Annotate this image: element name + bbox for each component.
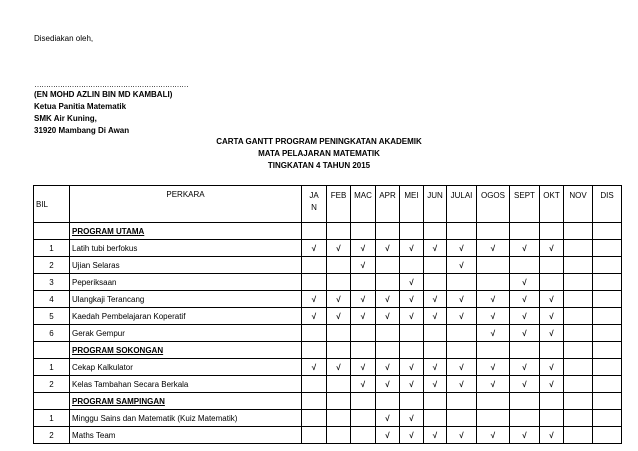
section-month-cell <box>593 342 622 359</box>
empty-month-cell <box>593 240 622 257</box>
check-mark-cell: √ <box>424 291 447 308</box>
document-title-line3: TINGKATAN 4 TAHUN 2015 <box>267 161 371 170</box>
section-month-cell <box>540 223 564 240</box>
section-month-cell <box>302 393 327 410</box>
check-mark-cell: √ <box>510 274 540 291</box>
row-bil: 1 <box>34 240 70 257</box>
check-mark-cell: √ <box>477 359 510 376</box>
table-row <box>34 240 622 257</box>
check-mark-cell: √ <box>327 240 351 257</box>
header-month-11: DIS <box>593 186 622 223</box>
empty-month-cell <box>564 274 593 291</box>
section-month-cell <box>593 393 622 410</box>
header-month-1: FEB <box>327 186 351 223</box>
check-mark-cell: √ <box>540 291 564 308</box>
empty-month-cell <box>564 291 593 308</box>
check-mark-cell: √ <box>351 376 376 393</box>
header-month-8: SEPT <box>510 186 540 223</box>
check-mark-cell: √ <box>447 308 477 325</box>
section-row <box>34 342 622 359</box>
row-bil: 5 <box>34 308 70 325</box>
section-month-cell <box>424 342 447 359</box>
check-mark-cell: √ <box>540 240 564 257</box>
empty-month-cell <box>447 325 477 342</box>
signatory-name: (EN MOHD AZLIN BIN MD KAMBALI) <box>34 90 173 99</box>
empty-month-cell <box>593 359 622 376</box>
row-bil: 2 <box>34 427 70 444</box>
section-month-cell <box>302 342 327 359</box>
table-row <box>34 257 622 274</box>
section-bil-empty <box>34 223 70 240</box>
section-month-cell <box>564 223 593 240</box>
empty-month-cell <box>376 257 400 274</box>
section-month-cell <box>376 342 400 359</box>
check-mark-cell: √ <box>540 427 564 444</box>
empty-month-cell <box>424 257 447 274</box>
document-title-line1: CARTA GANTT PROGRAM PENINGKATAN AKADEMIK <box>216 137 422 146</box>
check-mark-cell: √ <box>376 427 400 444</box>
section-month-cell <box>593 223 622 240</box>
check-mark-cell: √ <box>447 291 477 308</box>
empty-month-cell <box>477 274 510 291</box>
empty-month-cell <box>424 410 447 427</box>
check-mark-cell: √ <box>351 359 376 376</box>
header-month-2: MAC <box>351 186 376 223</box>
check-mark-cell: √ <box>376 308 400 325</box>
empty-month-cell <box>400 325 424 342</box>
row-bil: 6 <box>34 325 70 342</box>
check-mark-cell: √ <box>477 325 510 342</box>
empty-month-cell <box>400 257 424 274</box>
header-month-10: NOV <box>564 186 593 223</box>
row-bil: 1 <box>34 410 70 427</box>
check-mark-cell: √ <box>400 427 424 444</box>
check-mark-cell: √ <box>376 410 400 427</box>
table-row <box>34 308 622 325</box>
row-perkara: Kaedah Pembelajaran Koperatif <box>70 308 302 325</box>
check-mark-cell: √ <box>351 257 376 274</box>
check-mark-cell: √ <box>447 257 477 274</box>
check-mark-cell: √ <box>477 308 510 325</box>
check-mark-cell: √ <box>510 376 540 393</box>
empty-month-cell <box>593 376 622 393</box>
empty-month-cell <box>593 274 622 291</box>
table-header-row <box>34 186 622 223</box>
check-mark-cell: √ <box>424 376 447 393</box>
section-month-cell <box>477 342 510 359</box>
header-bil: BIL <box>34 186 70 223</box>
check-mark-cell: √ <box>327 308 351 325</box>
section-title: PROGRAM SAMPINGAN <box>70 393 302 410</box>
section-month-cell <box>400 223 424 240</box>
check-mark-cell: √ <box>327 291 351 308</box>
check-mark-cell: √ <box>400 274 424 291</box>
check-mark-cell: √ <box>400 291 424 308</box>
section-month-cell <box>376 223 400 240</box>
row-perkara: Latih tubi berfokus <box>70 240 302 257</box>
empty-month-cell <box>302 274 327 291</box>
check-mark-cell: √ <box>510 308 540 325</box>
section-title: PROGRAM UTAMA <box>70 223 302 240</box>
check-mark-cell: √ <box>510 240 540 257</box>
check-mark-cell: √ <box>510 291 540 308</box>
row-perkara: Ujian Selaras <box>70 257 302 274</box>
check-mark-cell: √ <box>477 240 510 257</box>
empty-month-cell <box>302 376 327 393</box>
empty-month-cell <box>510 410 540 427</box>
check-mark-cell: √ <box>400 410 424 427</box>
row-perkara: Cekap Kalkulator <box>70 359 302 376</box>
row-perkara: Ulangkaji Terancang <box>70 291 302 308</box>
signatory-position: Ketua Panitia Matematik <box>34 102 127 111</box>
gantt-table <box>33 185 622 444</box>
check-mark-cell: √ <box>424 308 447 325</box>
row-perkara: Maths Team <box>70 427 302 444</box>
prepared-by-label: Disediakan oleh, <box>34 34 94 43</box>
empty-month-cell <box>327 410 351 427</box>
section-bil-empty <box>34 393 70 410</box>
check-mark-cell: √ <box>400 308 424 325</box>
section-month-cell <box>564 393 593 410</box>
section-month-cell <box>424 223 447 240</box>
row-bil: 2 <box>34 257 70 274</box>
check-mark-cell: √ <box>540 376 564 393</box>
section-month-cell <box>351 223 376 240</box>
section-month-cell <box>540 342 564 359</box>
signature-line: ………………………………………………………… <box>34 80 188 89</box>
table-row <box>34 359 622 376</box>
check-mark-cell: √ <box>447 240 477 257</box>
table-row <box>34 274 622 291</box>
check-mark-cell: √ <box>477 291 510 308</box>
check-mark-cell: √ <box>351 308 376 325</box>
check-mark-cell: √ <box>351 240 376 257</box>
check-mark-cell: √ <box>302 240 327 257</box>
check-mark-cell: √ <box>540 308 564 325</box>
row-perkara: Kelas Tambahan Secara Berkala <box>70 376 302 393</box>
empty-month-cell <box>376 274 400 291</box>
signatory-address: 31920 Mambang Di Awan <box>34 126 130 135</box>
section-month-cell <box>564 342 593 359</box>
section-month-cell <box>327 342 351 359</box>
check-mark-cell: √ <box>302 359 327 376</box>
empty-month-cell <box>424 325 447 342</box>
empty-month-cell <box>302 427 327 444</box>
section-month-cell <box>540 393 564 410</box>
check-mark-cell: √ <box>477 376 510 393</box>
section-month-cell <box>351 393 376 410</box>
empty-month-cell <box>327 376 351 393</box>
section-month-cell <box>447 223 477 240</box>
check-mark-cell: √ <box>327 359 351 376</box>
empty-month-cell <box>302 410 327 427</box>
header-month-7: OGOS <box>477 186 510 223</box>
section-month-cell <box>424 393 447 410</box>
empty-month-cell <box>477 410 510 427</box>
table-row <box>34 376 622 393</box>
table-row <box>34 410 622 427</box>
section-row <box>34 223 622 240</box>
row-bil: 3 <box>34 274 70 291</box>
empty-month-cell <box>564 427 593 444</box>
empty-month-cell <box>351 325 376 342</box>
empty-month-cell <box>447 410 477 427</box>
check-mark-cell: √ <box>376 240 400 257</box>
check-mark-cell: √ <box>400 359 424 376</box>
check-mark-cell: √ <box>424 427 447 444</box>
empty-month-cell <box>564 376 593 393</box>
table-row <box>34 291 622 308</box>
empty-month-cell <box>302 257 327 274</box>
empty-month-cell <box>564 257 593 274</box>
check-mark-cell: √ <box>424 240 447 257</box>
header-perkara: PERKARA <box>70 186 302 223</box>
header-month-9: OKT <box>540 186 564 223</box>
empty-month-cell <box>424 274 447 291</box>
check-mark-cell: √ <box>351 291 376 308</box>
check-mark-cell: √ <box>540 325 564 342</box>
check-mark-cell: √ <box>400 240 424 257</box>
check-mark-cell: √ <box>447 359 477 376</box>
section-month-cell <box>327 223 351 240</box>
empty-month-cell <box>593 257 622 274</box>
section-month-cell <box>510 393 540 410</box>
check-mark-cell: √ <box>447 376 477 393</box>
row-bil: 1 <box>34 359 70 376</box>
empty-month-cell <box>593 410 622 427</box>
section-bil-empty <box>34 342 70 359</box>
document-title-line2: MATA PELAJARAN MATEMATIK <box>258 149 380 158</box>
check-mark-cell: √ <box>376 376 400 393</box>
table-row <box>34 427 622 444</box>
empty-month-cell <box>327 427 351 444</box>
empty-month-cell <box>593 308 622 325</box>
check-mark-cell: √ <box>477 427 510 444</box>
empty-month-cell <box>564 359 593 376</box>
section-month-cell <box>447 342 477 359</box>
header-month-3: APR <box>376 186 400 223</box>
section-title: PROGRAM SOKONGAN <box>70 342 302 359</box>
empty-month-cell <box>540 274 564 291</box>
empty-month-cell <box>327 257 351 274</box>
check-mark-cell: √ <box>302 291 327 308</box>
check-mark-cell: √ <box>400 376 424 393</box>
check-mark-cell: √ <box>447 427 477 444</box>
header-month-0: JA N <box>302 186 327 223</box>
empty-month-cell <box>593 325 622 342</box>
empty-month-cell <box>540 410 564 427</box>
row-bil: 2 <box>34 376 70 393</box>
check-mark-cell: √ <box>540 359 564 376</box>
header-month-4: MEI <box>400 186 424 223</box>
empty-month-cell <box>376 325 400 342</box>
section-row <box>34 393 622 410</box>
header-month-6: JULAI <box>447 186 477 223</box>
empty-month-cell <box>540 257 564 274</box>
check-mark-cell: √ <box>302 308 327 325</box>
check-mark-cell: √ <box>510 325 540 342</box>
header-month-5: JUN <box>424 186 447 223</box>
row-bil: 4 <box>34 291 70 308</box>
row-perkara: Peperiksaan <box>70 274 302 291</box>
check-mark-cell: √ <box>376 291 400 308</box>
empty-month-cell <box>477 257 510 274</box>
section-month-cell <box>510 342 540 359</box>
check-mark-cell: √ <box>376 359 400 376</box>
empty-month-cell <box>564 325 593 342</box>
signatory-school: SMK Air Kuning, <box>34 114 97 123</box>
check-mark-cell: √ <box>424 359 447 376</box>
section-month-cell <box>351 342 376 359</box>
table-row <box>34 325 622 342</box>
row-perkara: Minggu Sains dan Matematik (Kuiz Matematik) <box>70 410 302 427</box>
empty-month-cell <box>564 308 593 325</box>
section-month-cell <box>510 223 540 240</box>
empty-month-cell <box>351 427 376 444</box>
check-mark-cell: √ <box>510 359 540 376</box>
section-month-cell <box>400 393 424 410</box>
empty-month-cell <box>302 325 327 342</box>
row-perkara: Gerak Gempur <box>70 325 302 342</box>
check-mark-cell: √ <box>510 427 540 444</box>
empty-month-cell <box>564 410 593 427</box>
empty-month-cell <box>510 257 540 274</box>
empty-month-cell <box>327 325 351 342</box>
empty-month-cell <box>564 240 593 257</box>
section-month-cell <box>376 393 400 410</box>
section-month-cell <box>447 393 477 410</box>
section-month-cell <box>477 393 510 410</box>
empty-month-cell <box>447 274 477 291</box>
empty-month-cell <box>351 274 376 291</box>
section-month-cell <box>400 342 424 359</box>
empty-month-cell <box>351 410 376 427</box>
empty-month-cell <box>327 274 351 291</box>
section-month-cell <box>477 223 510 240</box>
empty-month-cell <box>593 291 622 308</box>
section-month-cell <box>327 393 351 410</box>
empty-month-cell <box>593 427 622 444</box>
section-month-cell <box>302 223 327 240</box>
